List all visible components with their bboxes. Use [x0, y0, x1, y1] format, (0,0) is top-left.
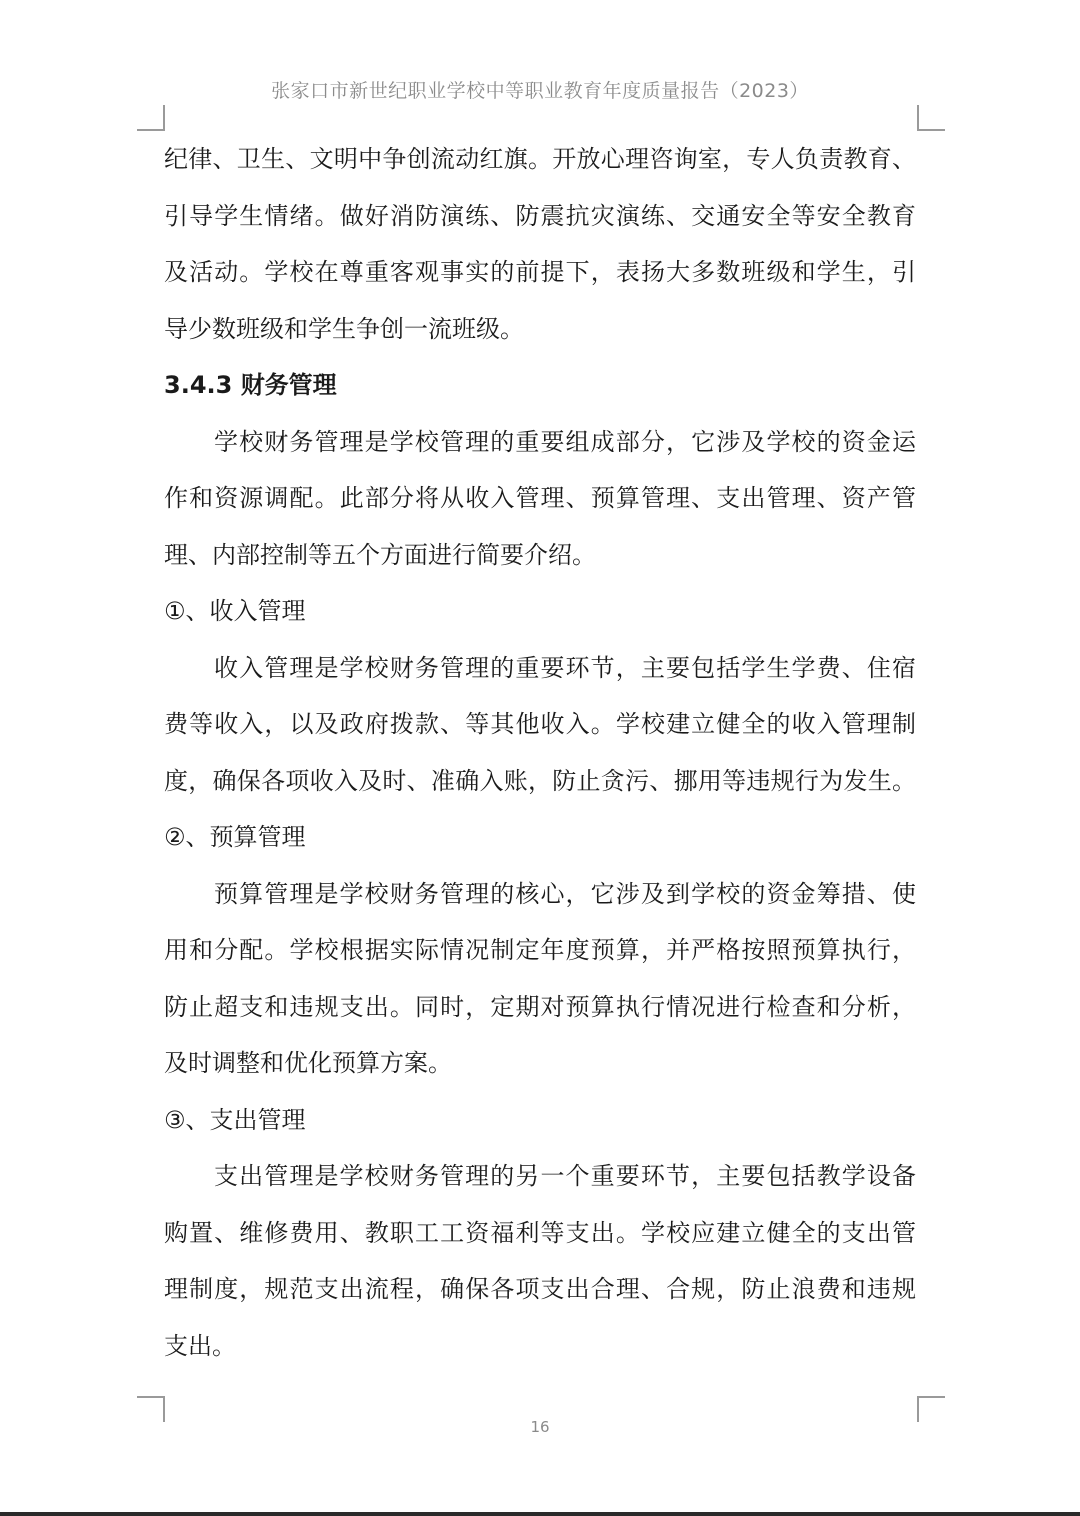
paragraph-line: 引导学生情绪。做好消防演练、防震抗灾演练、交通安全等安全教育: [164, 201, 916, 230]
paragraph-line: 费等收入，以及政府拨款、等其他收入。学校建立健全的收入管理制: [164, 710, 916, 738]
paragraph-line: 理制度，规范支出流程，确保各项支出合理、合规，防止浪费和违规: [164, 1275, 916, 1303]
corner-mark-top-left: [137, 105, 165, 131]
section-heading: 3.4.3 财务管理: [164, 371, 337, 399]
page-header: 张家口市新世纪职业学校中等职业教育年度质量报告（2023）: [271, 80, 809, 102]
paragraph-line: 收入管理是学校财务管理的重要环节，主要包括学生学费、住宿: [214, 653, 916, 682]
paragraph-line: 支出管理是学校财务管理的另一个重要环节，主要包括教学设备: [214, 1162, 916, 1190]
paragraph-line: 导少数班级和学生争创一流班级。: [164, 314, 524, 343]
paragraph-line: 作和资源调配。此部分将从收入管理、预算管理、支出管理、资产管: [164, 484, 916, 512]
document-body: [164, 131, 916, 1374]
paragraph-line: 支出。: [164, 1331, 236, 1360]
paragraph-line: 度，确保各项收入及时、准确入账，防止贪污、挪用等违规行为发生。: [164, 766, 916, 795]
paragraph-line: 预算管理是学校财务管理的核心，它涉及到学校的资金筹措、使: [214, 879, 916, 908]
paragraph-line: 及时调整和优化预算方案。: [164, 1049, 452, 1077]
paragraph-line: 购置、维修费用、教职工工资福利等支出。学校应建立健全的支出管: [164, 1218, 916, 1247]
paragraph-line: 理、内部控制等五个方面进行简要介绍。: [164, 540, 596, 569]
paragraph-line: 纪律、卫生、文明中争创流动红旗。开放心理咨询室，专人负责教育、: [164, 145, 916, 173]
paragraph-line: 及活动。学校在尊重客观事实的前提下，表扬大多数班级和学生，引: [164, 258, 916, 286]
paragraph-line: 防止超支和违规支出。同时，定期对预算执行情况进行检查和分析，: [164, 992, 916, 1021]
subsection-heading: ①、收入管理: [164, 597, 306, 625]
bottom-edge-bar: [0, 1512, 1080, 1516]
page-number: 16: [530, 1418, 550, 1436]
subsection-heading: ②、预算管理: [164, 823, 306, 851]
paragraph-line: 学校财务管理是学校管理的重要组成部分，它涉及学校的资金运: [214, 427, 916, 456]
corner-mark-top-right: [917, 105, 945, 131]
paragraph-line: 用和分配。学校根据实际情况制定年度预算，并严格按照预算执行，: [164, 936, 916, 964]
subsection-heading: ③、支出管理: [164, 1105, 306, 1134]
